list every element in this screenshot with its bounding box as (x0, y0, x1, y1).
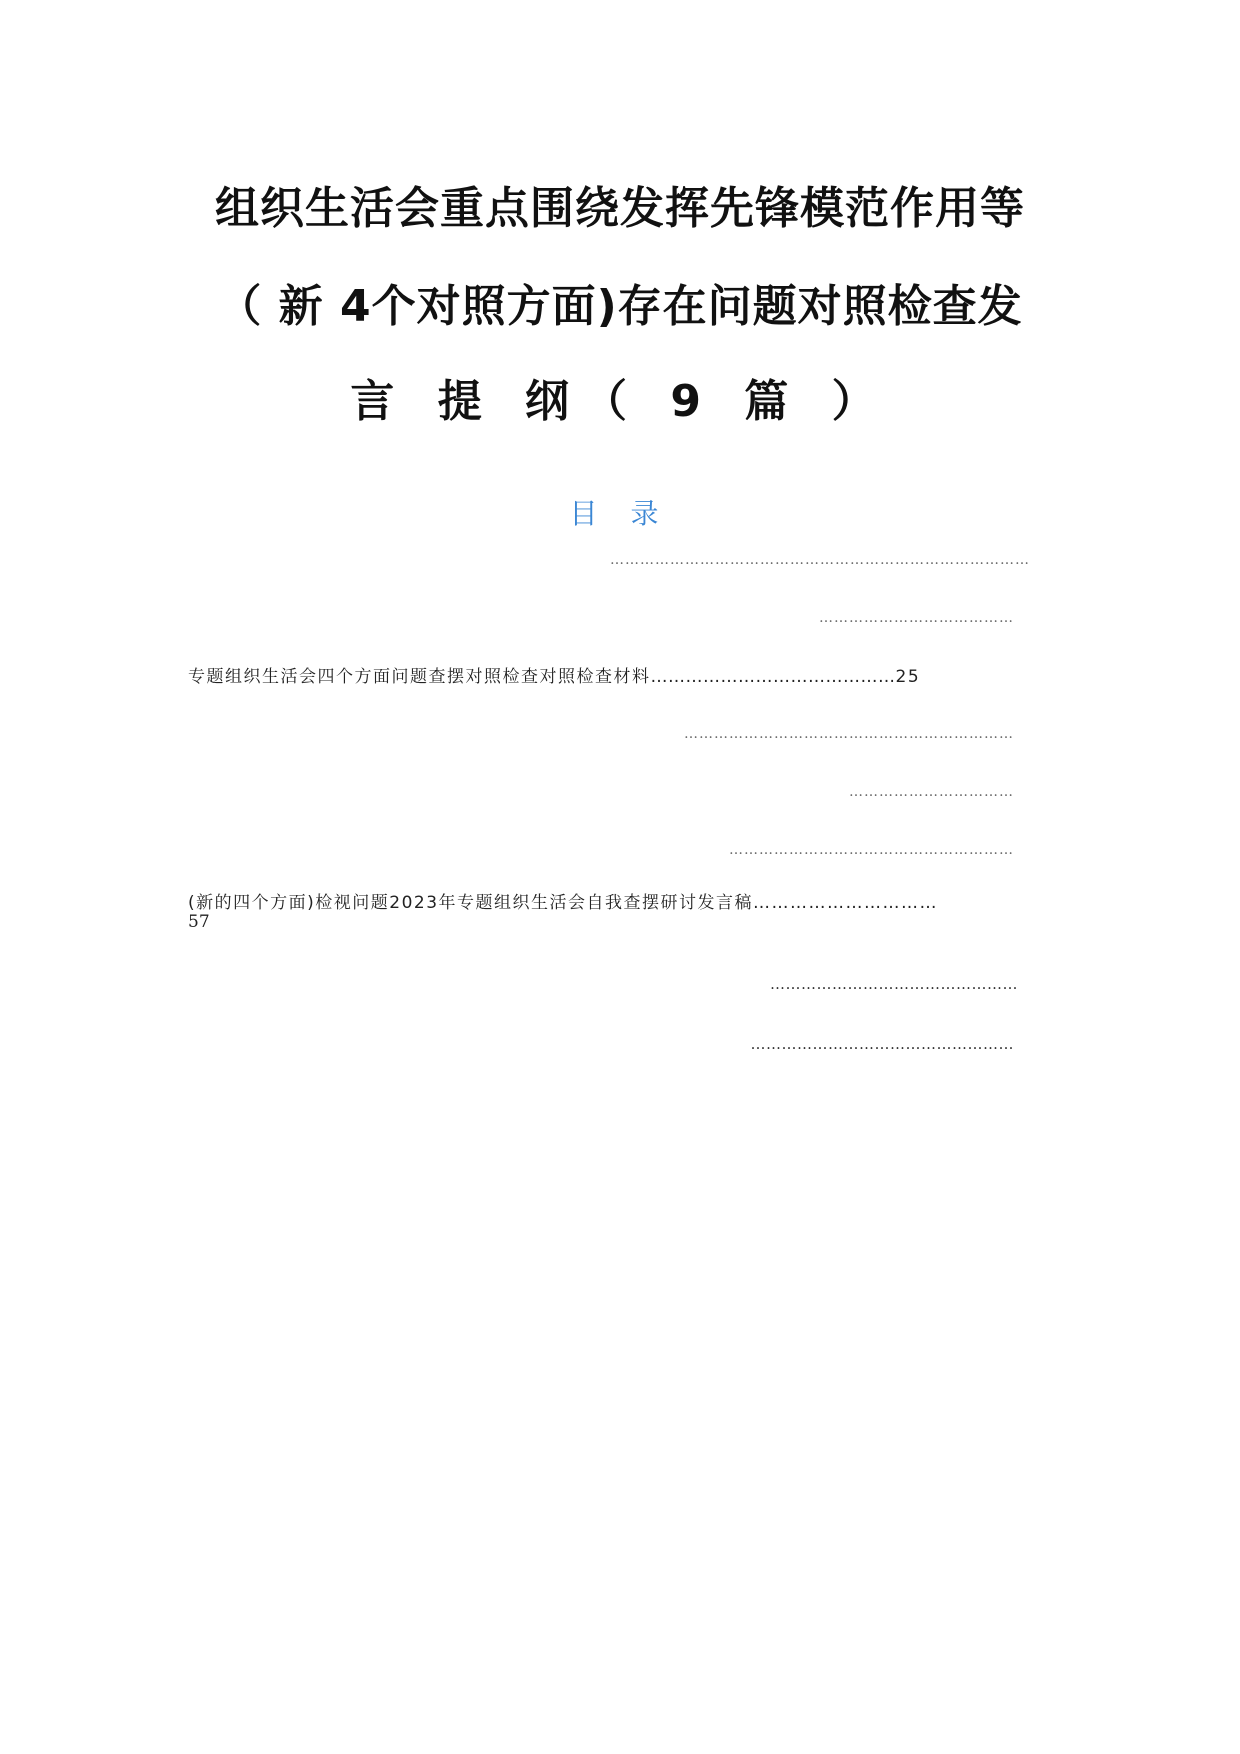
document-title-line-3: 言 提 纲（ 9 篇 ） (350, 376, 890, 427)
toc-entry-2-leader[interactable]: ………………………………… (819, 610, 1014, 626)
toc-entry-3-page: 25 (895, 667, 921, 687)
toc-entry-4-leader[interactable]: ………………………………………………………… (684, 726, 1014, 742)
toc-entry-3-title: 专题组织生活会四个方面问题查摆对照检查对照检查材料 (188, 667, 651, 687)
toc-entry-5-leader[interactable]: …………………………… (849, 784, 1014, 800)
toc-entry-9-leader[interactable]: …………………………………………… (750, 1035, 1014, 1053)
document-title-line-1: 组织生活会重点围绕发挥先锋模范作用等 (215, 183, 1025, 234)
toc-entry-1-leader[interactable]: ………………………………………………………………………… (610, 552, 1030, 568)
toc-entry-7-leader: ………………………… (753, 893, 939, 913)
toc-entry-3-leader: …………………………………… (650, 667, 896, 687)
toc-entry-3[interactable] (188, 662, 1048, 687)
toc-entry-7[interactable] (188, 888, 1038, 913)
toc-heading: 目 录 (569, 497, 671, 530)
toc-entry-7-page: 57 (188, 912, 210, 932)
toc-entry-8-leader[interactable]: ………………………………………… (770, 975, 1018, 993)
toc-entry-6-leader[interactable]: ………………………………………………… (729, 842, 1014, 858)
toc-entry-7-title: (新的四个方面)检视问题2023年专题组织生活会自我查摆研讨发言稿 (188, 893, 754, 913)
document-title-line-2: （ 新 4个对照方面)存在问题对照检查发 (217, 281, 1023, 332)
